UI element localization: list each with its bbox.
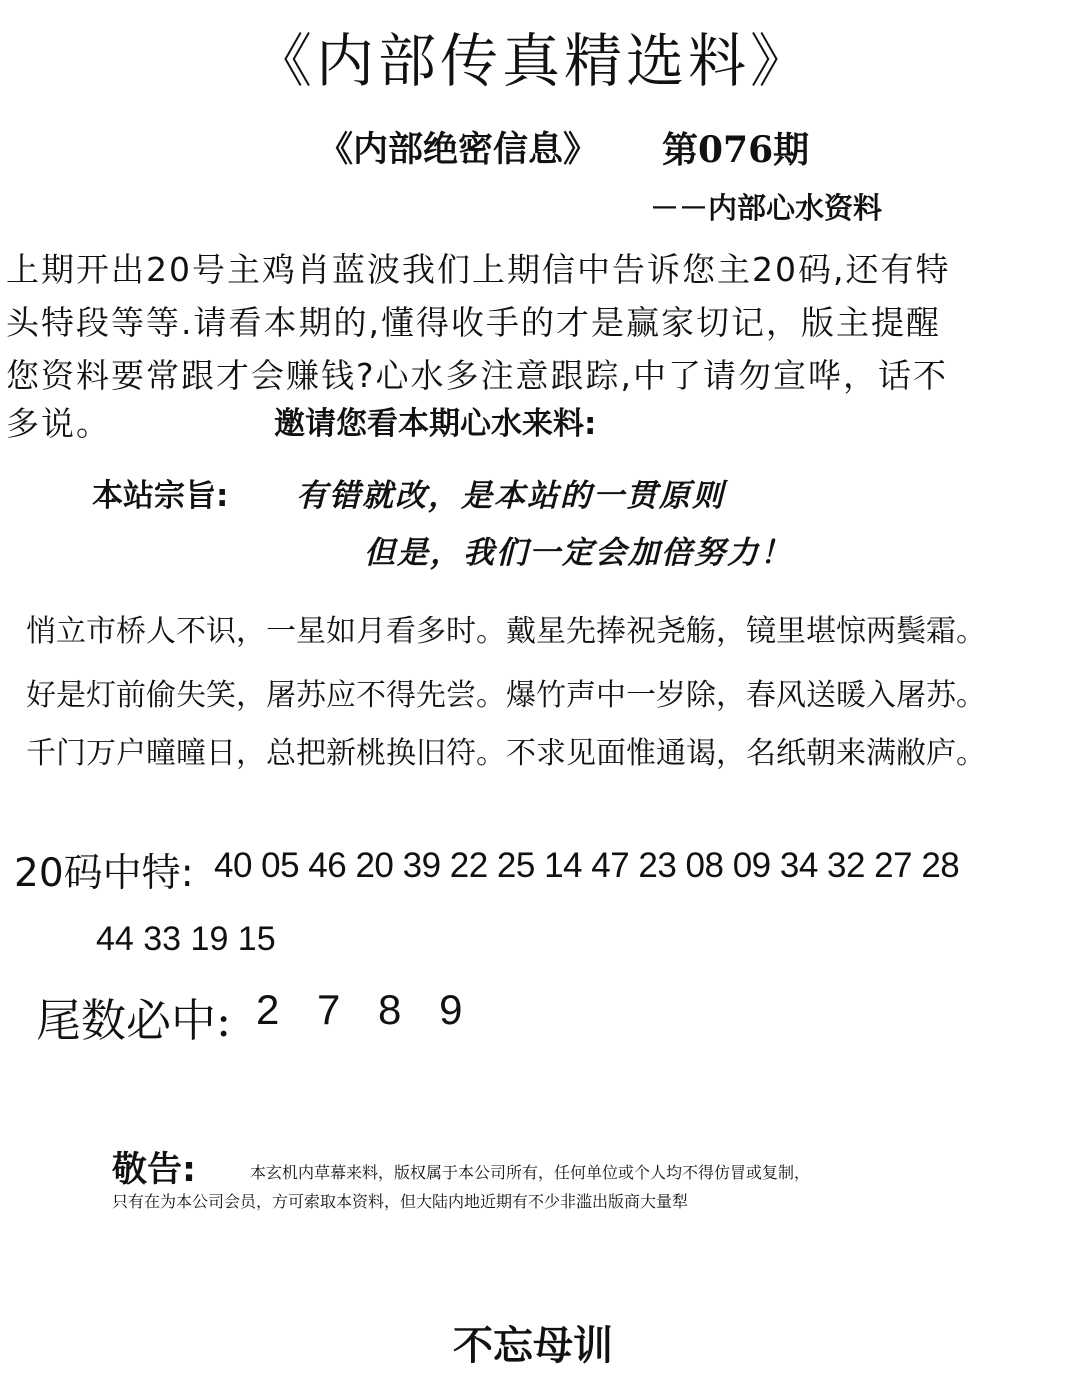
intro-line-1: 上期开出20号主鸡肖蓝波我们上期信中告诉您主20码,还有特	[6, 250, 951, 289]
purpose-label: 本站宗旨:	[92, 478, 229, 514]
page-title: 《内部传真精选料》	[253, 27, 812, 95]
intro-line-2: 头特段等等.请看本期的,懂得收手的才是赢家切记，版主提醒	[6, 303, 941, 342]
codes-line-2: 44 33 19 15	[96, 920, 276, 958]
intro-line-4: 多说。	[6, 404, 111, 443]
notice-label: 敬告:	[112, 1150, 196, 1190]
issue-number: 第076期	[662, 129, 810, 171]
tail-values: 2 7 8 9	[256, 986, 467, 1033]
intro-line-3: 您资料要常跟才会赚钱?心水多注意跟踪,中了请勿宣哗，话不	[6, 356, 949, 395]
footer-motto: 不忘母训	[453, 1322, 613, 1369]
purpose-line-2: 但是，我们一定会加倍努力！	[364, 535, 793, 571]
notice-line-1: 本玄机内草幕来料，版权属于本公司所有，任何单位或个人均不得仿冒或复制，	[250, 1163, 811, 1182]
notice-line-2: 只有在为本公司会员，方可索取本资料，但大陆内地近期有不少非滥出版商大量犁	[112, 1192, 689, 1211]
purpose-line-1: 有错就改，是本站的一贯原则	[296, 478, 725, 514]
subtitle: 《内部绝密信息》	[318, 129, 599, 170]
codes-line-1: 40 05 46 20 39 22 25 14 47 23 08 09 34 32 27 28	[214, 846, 960, 885]
codes-label: 20码中特:	[14, 851, 194, 896]
tail-label: 尾数必中:	[36, 994, 232, 1047]
invite-text: 邀请您看本期心水来料:	[274, 406, 597, 442]
poem-line-3: 千门万户曈曈日，总把新桃换旧符。不求见面惟通谒，名纸朝来满敝庐。	[26, 736, 986, 771]
source-label: －－内部心水资料	[650, 191, 883, 225]
poem-line-2: 好是灯前偷失笑，屠苏应不得先尝。爆竹声中一岁除，春风送暖入屠苏。	[26, 678, 986, 713]
poem-line-1: 悄立市桥人不识，一星如月看多时。戴星先捧祝尧觞，镜里堪惊两鬓霜。	[26, 614, 986, 649]
